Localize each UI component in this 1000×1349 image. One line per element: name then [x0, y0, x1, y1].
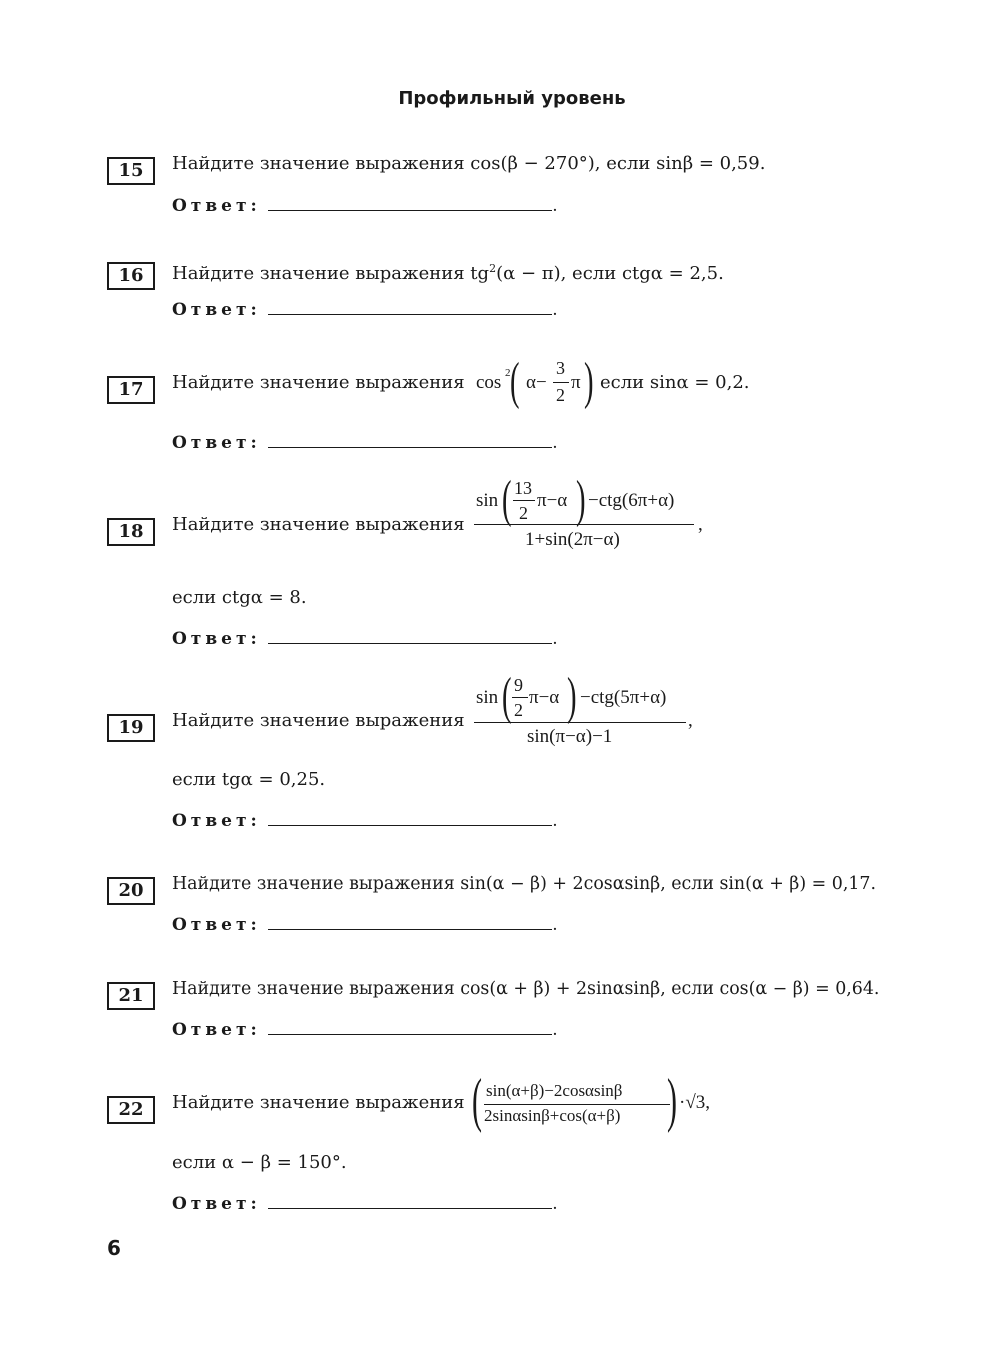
answer-input[interactable]: [268, 300, 552, 315]
answer-input[interactable]: [268, 811, 552, 826]
right-paren: ): [667, 1067, 677, 1133]
formula-tail: ·√3,: [679, 1092, 711, 1113]
problem-lead: Найдите значение выражения: [172, 710, 465, 731]
problem-condition: если ctgα = 8.: [172, 587, 307, 608]
formula-inner: π−α: [529, 687, 560, 708]
answer-label: Ответ:: [172, 433, 261, 453]
answer-label: Ответ:: [172, 300, 261, 320]
formula-sin: sin: [476, 490, 499, 511]
problem-statement: [172, 258, 724, 285]
problem-number: 21: [107, 982, 155, 1010]
answer-row: Ответ: .: [172, 196, 558, 216]
answer-label: Ответ:: [172, 629, 261, 649]
problem-lead: Найдите значение выражения: [172, 372, 465, 393]
answer-row: Ответ: .: [172, 300, 558, 320]
fraction-bar: [484, 1104, 670, 1105]
answer-input[interactable]: [268, 433, 552, 448]
page-title: Профильный уровень: [398, 88, 626, 109]
problem-statement: Найдите значение выражения cos(β − 270°), если sinβ = 0,59.: [172, 153, 766, 174]
main-fraction-bar: [474, 722, 686, 723]
answer-input[interactable]: [268, 915, 552, 930]
answer-label: Ответ:: [172, 915, 261, 935]
main-denominator: 1+sin(2π−α): [525, 529, 620, 550]
answer-input[interactable]: [268, 1194, 552, 1209]
fraction-numerator: 3: [556, 358, 565, 378]
fraction-denominator: 2: [556, 385, 565, 405]
formula-exponent: 2: [505, 367, 511, 379]
problem-condition: если sinα = 0,2.: [600, 372, 750, 393]
problem-lead: Найдите значение выражения: [172, 1092, 465, 1113]
answer-label: Ответ:: [172, 811, 261, 831]
main-denominator: sin(π−α)−1: [527, 726, 613, 747]
answer-row: Ответ: .: [172, 433, 558, 453]
answer-row: Ответ: .: [172, 1020, 558, 1040]
statement-part: Найдите значение выражения tg: [172, 263, 490, 284]
answer-input[interactable]: [268, 196, 552, 211]
fraction-bar: [512, 697, 528, 698]
problem-number: 15: [107, 157, 155, 185]
problem-statement: Найдите значение выражения cos(α + β) + 2sinαsinβ, если cos(α − β) = 0,64.: [172, 979, 880, 999]
page-number: 6: [107, 1236, 121, 1260]
right-paren: ): [584, 353, 594, 410]
answer-label: Ответ:: [172, 1020, 261, 1040]
problem-number: 17: [107, 376, 155, 404]
exponent: 2: [489, 262, 497, 275]
answer-label: Ответ:: [172, 1194, 261, 1214]
problem-condition: если tgα = 0,25.: [172, 769, 326, 790]
formula-sin: sin: [476, 687, 499, 708]
problem-number: 16: [107, 262, 155, 290]
left-paren: (: [510, 353, 520, 410]
left-paren: (: [472, 1067, 482, 1133]
problem-statement: Найдите значение выражения sin(α − β) + 2cosαsinβ, если sin(α + β) = 0,17.: [172, 874, 877, 894]
fraction-denominator: 2: [519, 503, 528, 523]
formula-inner: π−α: [537, 490, 568, 511]
answer-input[interactable]: [268, 1020, 552, 1035]
problem-number: 19: [107, 714, 155, 742]
answer-row: Ответ: .: [172, 915, 558, 935]
formula-comma: ,: [688, 710, 693, 731]
fraction-bar: [553, 382, 569, 383]
left-paren: (: [502, 471, 512, 528]
statement-part: (α − π), если ctgα = 2,5.: [496, 263, 724, 284]
formula-alpha: α−: [526, 372, 547, 393]
right-paren: ): [567, 668, 577, 725]
left-paren: (: [502, 668, 512, 725]
problem-number: 22: [107, 1096, 155, 1124]
right-paren: ): [576, 471, 586, 528]
formula-rest: −ctg(5π+α): [580, 687, 667, 708]
fraction-denominator: 2sinαsinβ+cos(α+β): [484, 1106, 621, 1125]
fraction-numerator: sin(α+β)−2cosαsinβ: [486, 1081, 623, 1100]
formula-rest: −ctg(6π+α): [588, 490, 675, 511]
fraction-denominator: 2: [514, 700, 523, 720]
fraction-bar: [513, 500, 535, 501]
answer-row: Ответ: .: [172, 1194, 558, 1214]
problem-number: 20: [107, 877, 155, 905]
formula-cos: cos: [476, 372, 502, 393]
formula-pi: π: [571, 372, 581, 393]
formula-comma: ,: [698, 514, 703, 535]
problem-number: 18: [107, 518, 155, 546]
answer-input[interactable]: [268, 629, 552, 644]
fraction-numerator: 9: [514, 675, 523, 695]
answer-row: Ответ: .: [172, 629, 558, 649]
fraction-numerator: 13: [514, 478, 532, 498]
main-fraction-bar: [474, 524, 694, 525]
answer-label: Ответ:: [172, 196, 261, 216]
answer-row: Ответ: .: [172, 811, 558, 831]
problem-lead: Найдите значение выражения: [172, 514, 465, 535]
problem-condition: если α − β = 150°.: [172, 1152, 347, 1173]
